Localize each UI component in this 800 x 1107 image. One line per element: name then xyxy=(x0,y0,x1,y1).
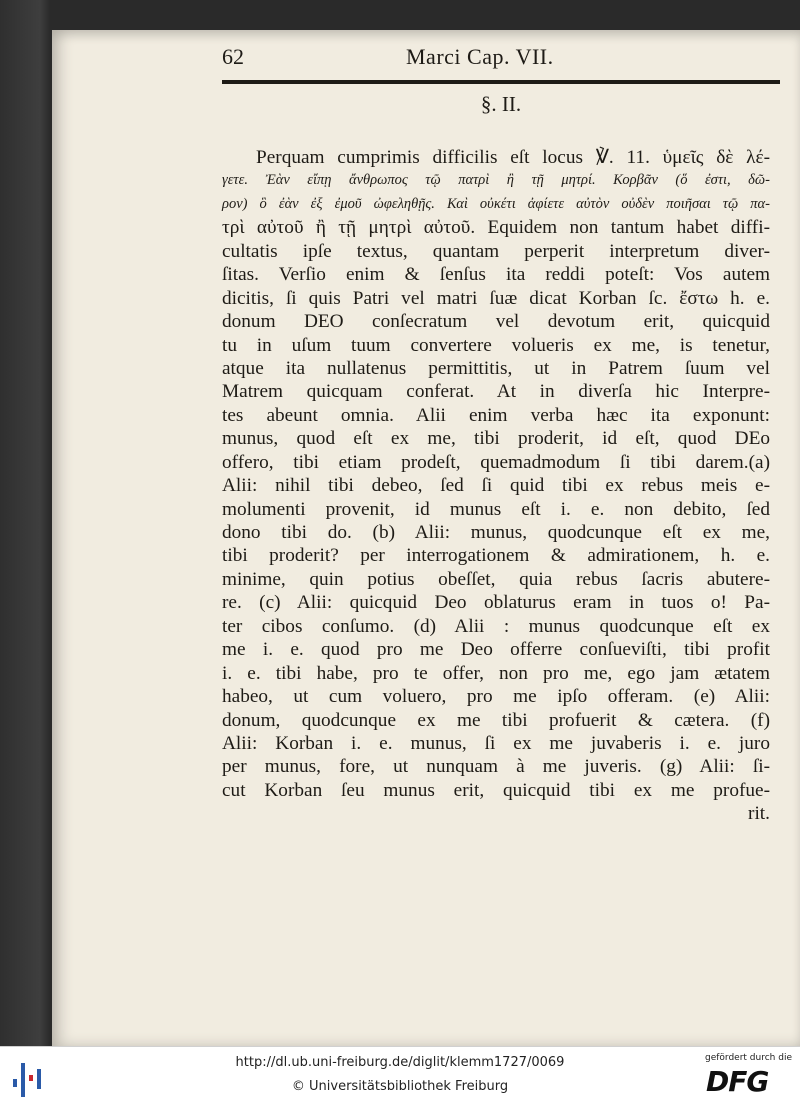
text-line: donum, quodcunque ex me tibi profuerit & cætera. (f) xyxy=(222,709,770,731)
page-header xyxy=(170,42,750,68)
text-line: re. (c) Alii: quicquid Deo oblaturus eram in tuos o! Pa- xyxy=(222,592,770,614)
text-line: tes abeunt omnia. Alii enim verba hæc ita exponunt: xyxy=(222,404,770,426)
text-line: minime, quin potius obeſſet, quia rebus ſacris abutere- xyxy=(222,568,770,590)
text-line: Alii: nihil tibi debeo, ſed ſi quid tibi ex rebus meis e- xyxy=(222,475,770,497)
text-line: cut Korban ſeu munus erit, quicquid tibi ex me profue- xyxy=(222,779,770,801)
text-line: molumenti provenit, id munus eſt i. e. non debito, ſed xyxy=(222,498,770,520)
running-title: Marci Cap. VII. xyxy=(406,44,554,69)
section-heading: §. II. xyxy=(480,92,522,116)
text-line: Perquam cumprimis difficilis eſt locus ℣. 11. ὑμεῖς δὲ λέ- xyxy=(256,147,770,168)
text-line: dicitis, ſi quis Patri vel matri ſuæ dicat Korban ſc. ἔστω h. e. xyxy=(222,287,770,309)
text-line: cultatis ipſe textus, quantam perperit interpretum diver- xyxy=(222,240,770,262)
text-line: i. e. tibi habe, pro te offer, non pro me, ego jam ætatem xyxy=(222,662,770,684)
text-line: Matrem quicquam conferat. At in diverſa hic Interpre- xyxy=(222,381,770,403)
text-line: habeo, ut cum voluero, pro me ipſo offeram. (e) Alii: xyxy=(222,686,770,708)
text-line: rit. xyxy=(748,803,770,825)
text-line: me i. e. quod pro me Deo offerre conſueviſti, tibi profit xyxy=(222,639,770,661)
text-line: τρὶ αὐτοῦ ἢ τῇ μητρὶ αὐτοῦ. Equidem non tantum habet diffi- xyxy=(222,217,770,239)
text-line: tu in uſum tuum convertere volueris ex me, is tenetur, xyxy=(222,334,770,356)
viewer-footer xyxy=(0,1046,800,1107)
document-url-link[interactable]: http://dl.ub.uni-freiburg.de/diglit/klemm1727/0069 xyxy=(235,1055,565,1070)
copyright-notice: © Universitätsbibliothek Freiburg xyxy=(291,1079,509,1094)
text-line: munus, quod eſt ex me, tibi proderit, id eſt, quod DEo xyxy=(222,428,770,450)
text-line: donum DEO conſecratum vel devotum erit, quicquid xyxy=(222,311,770,333)
text-line: tibi proderit? per interrogationem & admirationem, h. e. xyxy=(222,545,770,567)
page-number: 62 xyxy=(222,44,244,69)
text-line: per munus, fore, ut nunquam à me juveris. (g) Alii: ſi- xyxy=(222,756,770,778)
text-line: atque ita nullatenus permittitis, ut in Patrem ſuum vel xyxy=(222,357,770,379)
body-text xyxy=(222,146,770,826)
text-line: ter cibos conſumo. (d) Alii : munus quodcunque eſt ex xyxy=(222,615,770,637)
text-line: ſitas. Verſio enim & ſenſus ita reddi poteſt: Vos autem xyxy=(222,264,770,286)
text-line: Alii: Korban i. e. munus, ſi ex me juvaberis i. e. juro xyxy=(222,732,770,754)
text-line: dono tibi do. (b) Alii: munus, quodcunque eſt ex me, xyxy=(222,522,770,543)
header-rule xyxy=(222,80,780,84)
text-line: γετε. Ἐὰν εἴπῃ ἄνθρωπος τῷ πατρὶ ἢ τῇ μητρί. Κορβᾶν (ὅ ἐστι, δῶ- xyxy=(222,172,770,189)
text-line: offero, tibi etiam prodeſt, quemadmodum ſi tibi darem.(a) xyxy=(222,451,770,473)
funder-caption: gefördert durch die xyxy=(705,1053,792,1063)
dfg-logo: DFG xyxy=(706,1065,769,1098)
text-line: ρον) ὃ ἐὰν ἐξ ἐμοῦ ὠφεληθῇς. Καὶ οὐκέτι ἀφίετε αὐτὸν οὐδὲν ποιῆσαι τῷ πα- xyxy=(222,195,770,212)
